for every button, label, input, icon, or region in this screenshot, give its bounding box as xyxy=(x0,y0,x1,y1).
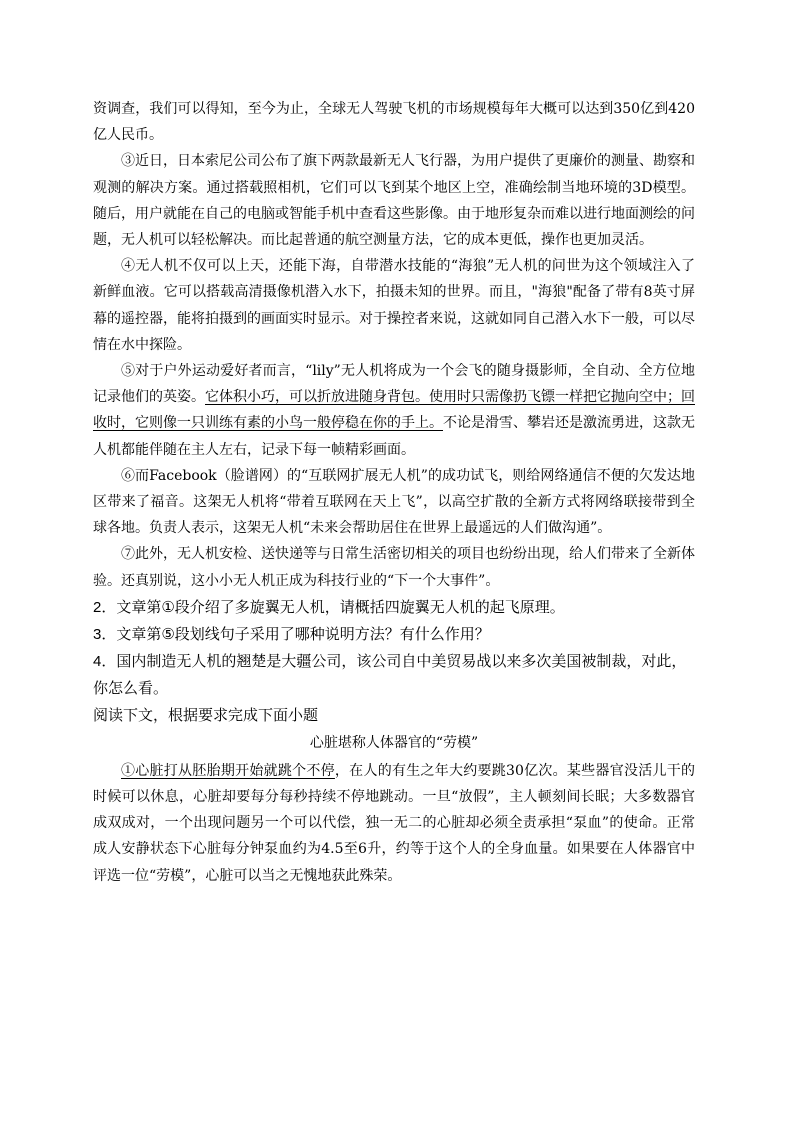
paragraph-5-start: ⑤对于户外运动爱好者而言，“lily”无人机将成为一个会飞的随身摄影师，全自动、全方位地记录他们的英姿。 xyxy=(93,363,695,406)
paragraph-5-end: 不论是滑雪、攀岩还是激流勇进，这款无人机都能伴随在主人左右，记录下每一帧精彩画面。 xyxy=(93,415,695,458)
paragraph-4: ④无人机不仅可以上天，还能下海，自带潜水技能的“海狼”无人机的问世为这个领域注入了新鲜血液。它可以搭载高清摄像机潜入水下，拍摄未知的世界。而且，"海狼"配备了带有8英寸屏幕的遥控器，能将拍摄到的画面实时显示。对于操控者来说，这就如同自己潜入水下一般，可以尽情在水中探险。 xyxy=(93,258,695,353)
document-page xyxy=(93,96,695,889)
paragraph-5 xyxy=(93,358,695,463)
paragraph-3: ③近日，日本索尼公司公布了旗下两款最新无人飞行器，为用户提供了更廉价的测量、勘察和观测的解决方案。通过搭载照相机，它们可以飞到某个地区上空，准确绘制当地环境的3D模型。随后，用户就能在自己的电脑或智能手机中查看这些影像。由于地形复杂而难以进行地面测绘的问题，无人机可以轻松解决。而比起普通的航空测量方法，它的成本更低，操作也更加灵活。 xyxy=(93,153,695,249)
passage-title: 心脏堪称人体器官的“劳模” xyxy=(309,734,479,751)
paragraph-7: ⑦此外，无人机安检、送快递等与日常生活密切相关的项目也纷纷出现，给人们带来了全新体验。还真别说，这小小无人机正成为科技行业的“下一个大事件”。 xyxy=(93,546,695,589)
question-3: 3．文章第⑤段划线句子采用了哪种说明方法？有什么作用？ xyxy=(93,625,490,643)
question-4: 4．国内制造无人机的翘楚是大疆公司，该公司自中美贸易战以来多次美国被制裁，对此，你怎么看。 xyxy=(93,652,687,697)
paragraph-6: ⑥而Facebook（脸谱网）的“互联网扩展无人机”的成功试飞，则给网络通信不便的欠发达地区带来了福音。这架无人机将“带着互联网在天上飞”，以高空扩散的全新方式将网络联接带到全球各地。负责人表示，这架无人机“未来会帮助居住在世界上最遥远的人们做沟通”。 xyxy=(93,467,695,537)
reading-instruction: 阅读下文，根据要求完成下面小题 xyxy=(93,706,319,724)
passage2-paragraph-1 xyxy=(93,758,695,889)
question-2: 2．文章第①段介绍了多旋翼无人机，请概括四旋翼无人机的起飞原理。 xyxy=(93,598,565,616)
underlined-phrase: ①心脏打从胚胎期开始就跳个不停 xyxy=(121,762,335,779)
paragraph-continuation: 资调查，我们可以得知，至今为止，全球无人驾驶飞机的市场规模每年大概可以达到350亿到420亿人民币。 xyxy=(93,101,695,144)
passage2-paragraph-1-rest: ，在人的有生之年大约要跳30亿次。某些器官没活儿干的时候可以休息，心脏却要每分每秒持续不停地跳动。一旦“放假”，主人顿刻间长眠；大多数器官成双成对，一个出现问题另一个可以代偿，独一无二的心脏却必须全责承担“泵血”的使命。正常成人安静状态下心脏每分钟泵血约为4.5至6升，约等于这个人的全身血量。如果要在人体器官中评选一位“劳模”，心脏可以当之无愧地获此殊荣。 xyxy=(93,762,695,884)
underlined-sentence: 它体积小巧，可以折放进随身背包。使用时只需像扔飞镖一样把它抛向空中；回收时，它则像一只训练有素的小鸟一般停稳在你的手上。 xyxy=(93,389,695,432)
